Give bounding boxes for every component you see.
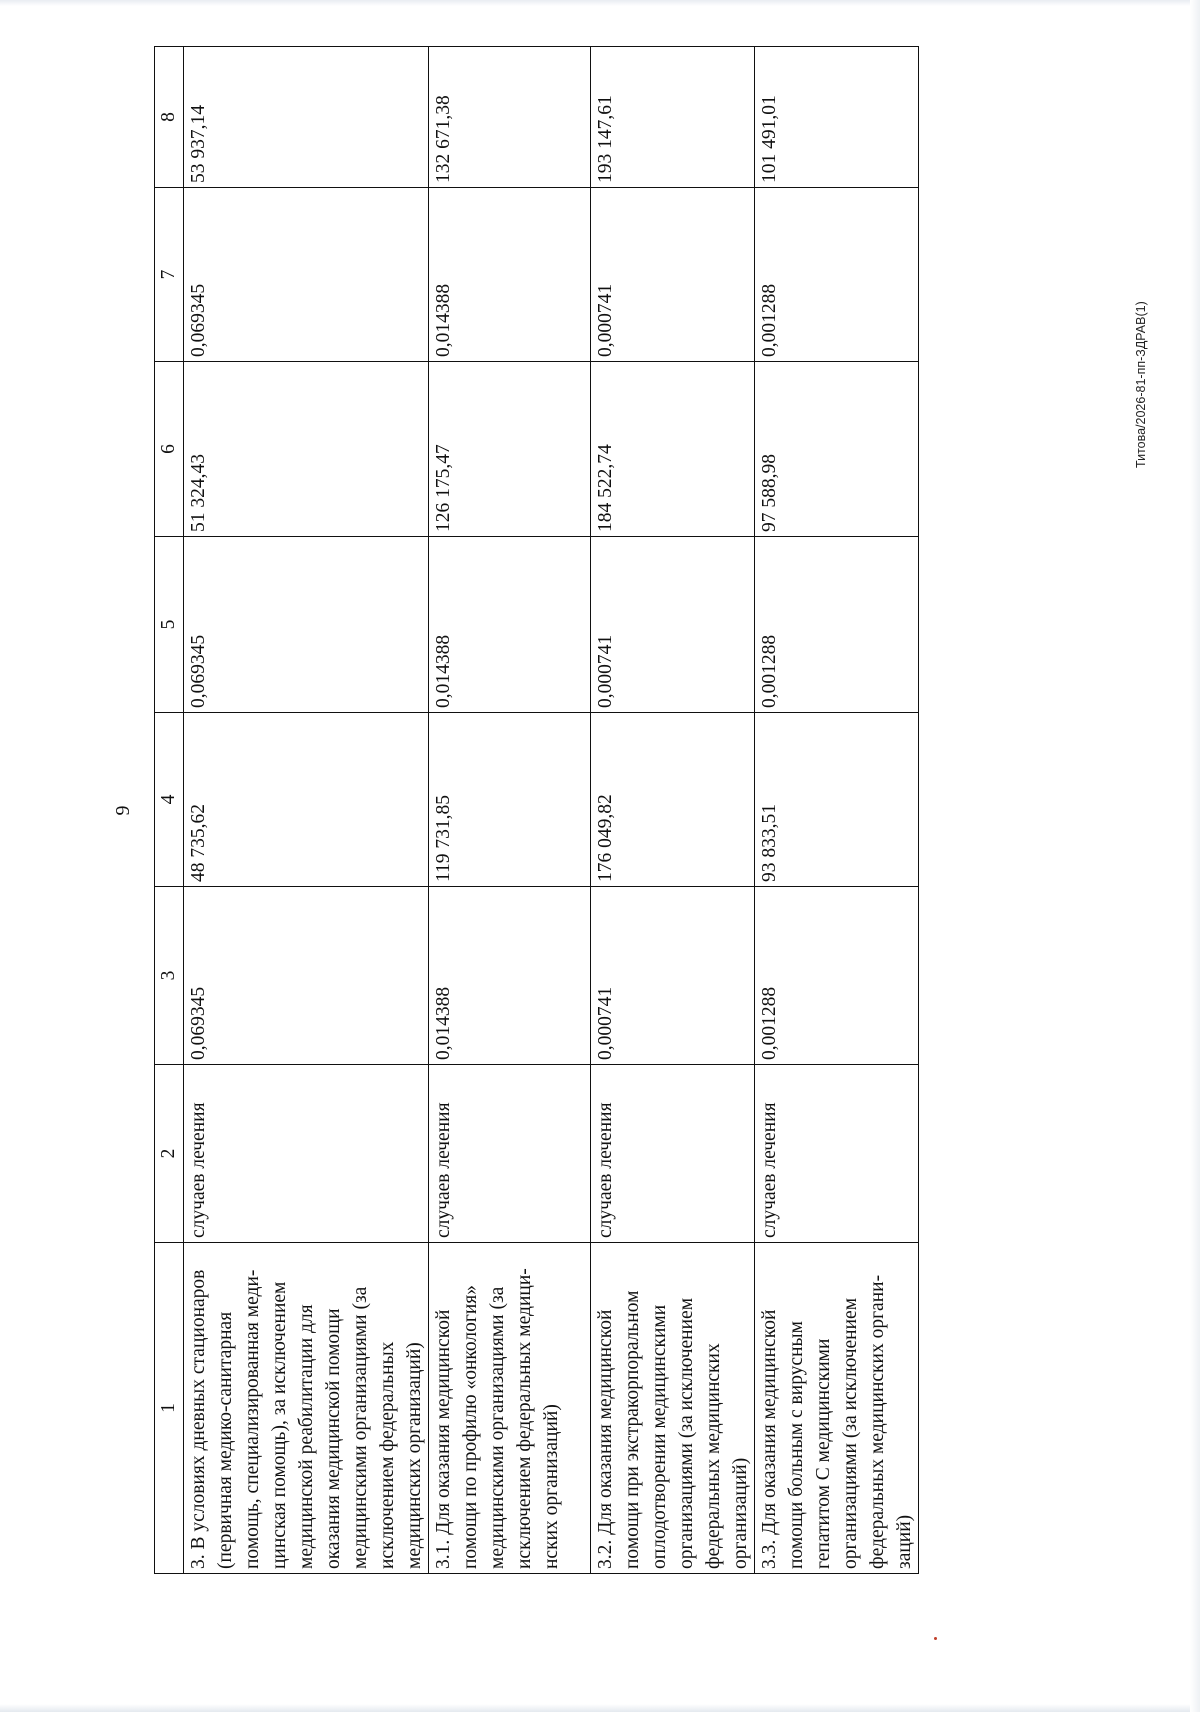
cell-col6: 51 324,43 bbox=[184, 362, 429, 537]
column-number: 5 bbox=[155, 537, 184, 713]
document-page bbox=[107, 47, 1080, 1574]
cell-col3: 0,000741 bbox=[591, 887, 755, 1065]
cell-col7: 0,001288 bbox=[755, 188, 919, 362]
cell-col5: 0,001288 bbox=[755, 537, 919, 713]
row-name: 3.1. Для оказания медицинской помощи по профилю «онкология» медицинскими организациями (за исключением федеральных медицинских организаций) bbox=[429, 1243, 591, 1574]
row-unit: случаев лечения bbox=[755, 1065, 919, 1243]
page-number: 9 bbox=[112, 805, 134, 816]
document-code-note bbox=[1134, 278, 1156, 468]
column-number: 8 bbox=[155, 47, 184, 188]
table-row bbox=[429, 47, 591, 1574]
scan-edge-top bbox=[0, 0, 1200, 6]
scan-edge-right bbox=[1190, 0, 1200, 1712]
table-row bbox=[184, 47, 429, 1574]
cell-col6: 184 522,74 bbox=[591, 362, 755, 537]
cell-col8: 193 147,61 bbox=[591, 47, 755, 188]
cell-col7: 0,014388 bbox=[429, 188, 591, 362]
scan-speck bbox=[934, 1637, 937, 1640]
row-unit: случаев лечения bbox=[184, 1065, 429, 1243]
column-number: 1 bbox=[155, 1243, 184, 1574]
column-number: 3 bbox=[155, 887, 184, 1065]
cell-col4: 176 049,82 bbox=[591, 713, 755, 887]
row-unit: случаев лечения bbox=[591, 1065, 755, 1243]
cell-col3: 0,069345 bbox=[184, 887, 429, 1065]
cell-col4: 93 833,51 bbox=[755, 713, 919, 887]
cell-col8: 101 491,01 bbox=[755, 47, 919, 188]
cell-col4: 48 735,62 bbox=[184, 713, 429, 887]
column-number: 6 bbox=[155, 362, 184, 537]
cell-col8: 132 671,38 bbox=[429, 47, 591, 188]
cell-col7: 0,069345 bbox=[184, 188, 429, 362]
column-number: 7 bbox=[155, 188, 184, 362]
column-number-row bbox=[155, 47, 184, 1574]
tariff-table bbox=[154, 46, 919, 1574]
row-unit: случаев лечения bbox=[429, 1065, 591, 1243]
cell-col3: 0,014388 bbox=[429, 887, 591, 1065]
cell-col4: 119 731,85 bbox=[429, 713, 591, 887]
cell-col5: 0,014388 bbox=[429, 537, 591, 713]
table-row bbox=[755, 47, 919, 1574]
table-row bbox=[591, 47, 755, 1574]
cell-col3: 0,001288 bbox=[755, 887, 919, 1065]
column-number: 4 bbox=[155, 713, 184, 887]
document-code-text: Титова/2026-81-пп-ЗДРАВ(1) bbox=[1134, 301, 1148, 468]
row-name: 3.2. Для оказания медицинской помощи при экстракорпоральном оплодотворении медицинскими организациями (за исключением федеральных медицинских организаций) bbox=[591, 1243, 755, 1574]
scan-edge-bottom bbox=[0, 1704, 1200, 1712]
cell-col7: 0,000741 bbox=[591, 188, 755, 362]
cell-col5: 0,069345 bbox=[184, 537, 429, 713]
cell-col6: 97 588,98 bbox=[755, 362, 919, 537]
row-name: 3.3. Для оказания медицинской помощи больным с вирусным гепатитом С медицинскими организациями (за исключением федеральных медицинских организаций) bbox=[755, 1243, 919, 1574]
cell-col5: 0,000741 bbox=[591, 537, 755, 713]
row-name: 3. В условиях дневных стационаров (первичная медико-санитарная помощь, специализированная медицинская помощь), за исключением медицинской реабилитации для оказания медицинской помощи медицинскими организациями (за исключением федеральных медицинских организаций) bbox=[184, 1243, 429, 1574]
cell-col6: 126 175,47 bbox=[429, 362, 591, 537]
column-number: 2 bbox=[155, 1065, 184, 1243]
cell-col8: 53 937,14 bbox=[184, 47, 429, 188]
